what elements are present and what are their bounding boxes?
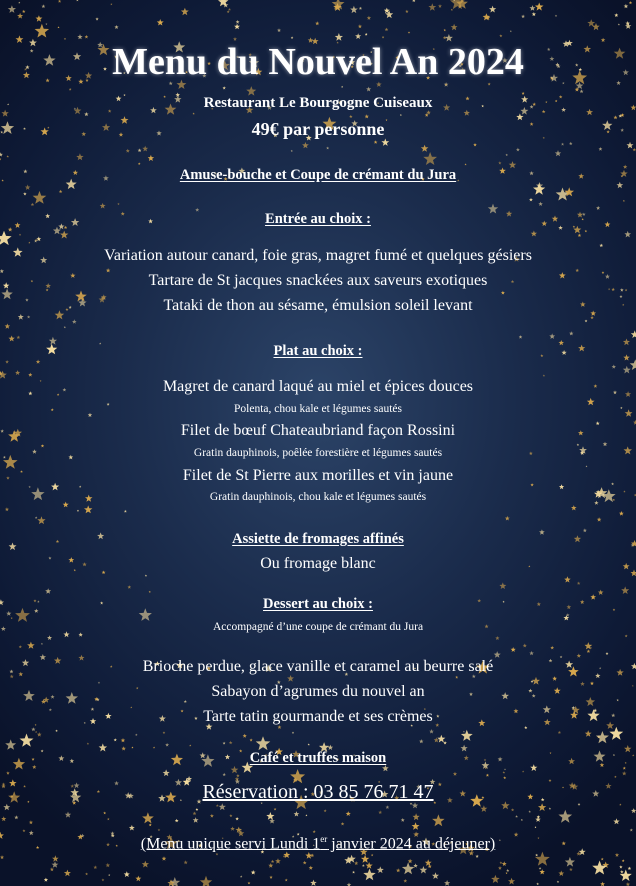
dessert-heading: Dessert au choix : <box>263 596 373 612</box>
footer-note-start: (Menu unique servi Lundi 1 <box>140 835 321 853</box>
menu-title: Menu du Nouvel An 2024 <box>112 41 524 83</box>
plat-side: Gratin dauphinois, poêlée forestière et légumes sautés <box>193 447 443 459</box>
dessert-item: Brioche perdue, glace vanille et caramel au beurre salé <box>142 658 494 675</box>
footer-note-end: janvier 2024 au déjeuner) <box>327 835 496 853</box>
footer-note-superscript: er <box>320 834 328 844</box>
restaurant-name: Restaurant Le Bourgogne Cuiseaux <box>203 95 433 111</box>
fromage-heading: Assiette de fromages affinés <box>232 531 404 547</box>
entree-item: Tartare de St jacques snackées aux saveurs exotiques <box>148 272 488 289</box>
plat-item: Filet de bœuf Chateaubriand façon Rossini <box>180 422 456 439</box>
plat-side: Polenta, chou kale et légumes sautés <box>234 403 402 415</box>
price-per-person: 49€ par personne <box>251 119 385 139</box>
plat-item: Filet de St Pierre aux morilles et vin jaune <box>182 467 454 484</box>
dessert-item: Tarte tatin gourmande et ses crèmes <box>203 708 433 725</box>
plat-item: Magret de canard laqué au miel et épices douces <box>162 378 474 395</box>
amuse-bouche-heading: Amuse-bouche et Coupe de crémant du Jura <box>179 167 457 183</box>
fromage-alt: Ou fromage blanc <box>260 555 376 572</box>
footer-note <box>0 834 636 853</box>
entree-heading: Entrée au choix : <box>265 211 371 227</box>
entree-item: Tataki de thon au sésame, émulsion soleil levant <box>163 297 473 314</box>
dessert-item: Sabayon d’agrumes du nouvel an <box>211 683 425 700</box>
dessert-note: Accompagné d’une coupe de crémant du Jura <box>212 621 424 633</box>
reservation-phone: Réservation : 03 85 76 71 47 <box>202 781 434 803</box>
plat-side: Gratin dauphinois, chou kale et légumes sautés <box>209 491 427 503</box>
entree-item: Variation autour canard, foie gras, magret fumé et quelques gésiers <box>104 247 532 264</box>
cafe-heading: Café et truffes maison <box>249 750 387 766</box>
plat-heading: Plat au choix : <box>273 343 363 359</box>
